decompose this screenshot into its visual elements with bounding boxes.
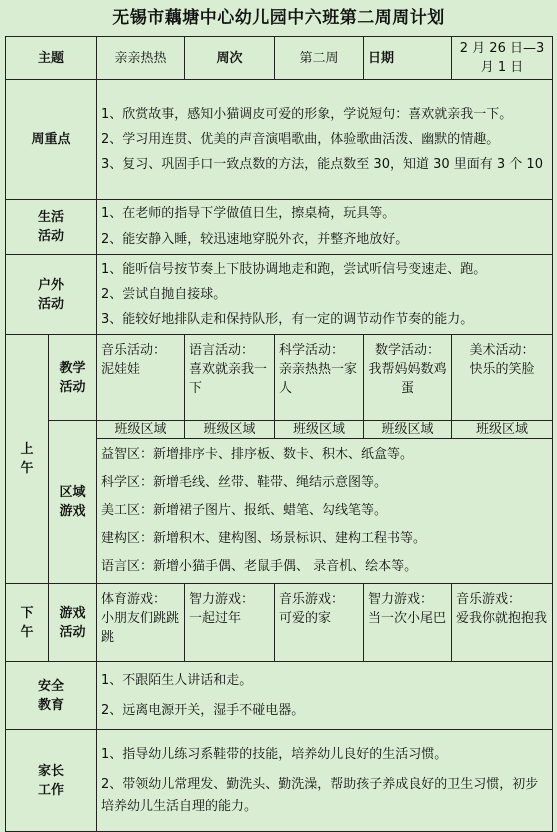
area-header-cell: 班级区域 — [275, 421, 364, 439]
teaching-activity-cell: 音乐活动： 泥娃娃 — [97, 335, 185, 421]
area-item: 语言区：新增小猫手偶、老鼠手偶、 录音机、绘本等。 — [101, 559, 418, 574]
area-item: 美工区：新增裙子图片、报纸、蜡笔、勾线笔等。 — [101, 503, 388, 518]
safety-education-content — [97, 662, 553, 730]
week-label: 周次 — [185, 37, 275, 80]
safety-education-label: 安全 教育 — [6, 662, 97, 730]
parent-item: 1、指导幼儿练习系鞋带的技能，培养幼儿良好的生活习惯。 — [101, 746, 448, 762]
theme-value: 亲亲热热 — [97, 37, 185, 80]
teaching-activities-label: 教学 活动 — [49, 335, 97, 421]
area-header-cell: 班级区域 — [97, 421, 185, 439]
theme-label: 主题 — [6, 37, 97, 80]
area-header-row — [6, 421, 553, 439]
week-value: 第二周 — [275, 37, 364, 80]
parent-item: 2、带领幼儿常理发、勤洗头、勤洗澡，帮助孩子养成良好的卫生习惯，初步培养幼儿生活自理的能力。 — [101, 776, 539, 814]
date-value: 2 月 26 日—3 月 1 日 — [452, 37, 553, 80]
outdoor-activities-label: 户外 活动 — [6, 255, 97, 335]
afternoon-game-cell: 音乐游戏： 可爱的家 — [275, 584, 364, 662]
area-header-cell: 班级区域 — [452, 421, 553, 439]
afternoon-game-cell: 智力游戏： 当一次小尾巴 — [364, 584, 452, 662]
afternoon-game-cell: 智力游戏： 一起过年 — [185, 584, 275, 662]
morning-label: 上 午 — [6, 335, 49, 584]
area-header-cell: 班级区域 — [185, 421, 275, 439]
outdoor-item: 1、能听信号按节奏上下肢协调地走和跑，尝试听信号变速走、跑。 — [101, 261, 487, 277]
parent-work-content — [97, 730, 553, 832]
games-activities-label: 游戏 活动 — [49, 584, 97, 662]
weekly-focus-content — [97, 80, 553, 200]
life-item: 1、在老师的指导下学做值日生，擦桌椅，玩具等。 — [101, 206, 396, 221]
teaching-activity-cell: 语言活动： 喜欢就亲我一下 — [185, 335, 275, 421]
weekly-plan-table — [5, 36, 553, 832]
area-item: 科学区：新增毛线、丝带、鞋带、绳结示意图等。 — [101, 475, 388, 490]
weekly-focus-item: 2、学习用连贯、优美的声音演唱歌曲，体验歌曲活泼、幽默的情趣。 — [101, 131, 500, 147]
life-activities-row — [6, 200, 553, 255]
teaching-activity-cell: 科学活动： 亲亲热热一家人 — [275, 335, 364, 421]
teaching-activity-cell: 美术活动： 快乐的笑脸 — [452, 335, 553, 421]
safety-education-row — [6, 662, 553, 730]
outdoor-item: 3、能较好地排队走和保持队形，有一定的调节动作节奏的能力。 — [101, 311, 474, 327]
outdoor-item: 2、尝试自抛自接球。 — [101, 286, 227, 302]
afternoon-game-cell: 体育游戏： 小朋友们跳跳跳 — [97, 584, 185, 662]
life-item: 2、能安静入睡，较迅速地穿脱外衣，并整齐地放好。 — [101, 232, 409, 247]
weekly-focus-item: 1、欣赏故事，感知小猫调皮可爱的形象，学说短句：喜欢就亲我一下。 — [101, 106, 513, 122]
weekly-focus-row — [6, 80, 553, 200]
safety-item: 1、不跟陌生人讲话和走。 — [101, 672, 253, 688]
outdoor-activities-row — [6, 255, 553, 335]
area-details-content — [97, 439, 553, 584]
life-activities-label: 生活 活动 — [6, 200, 97, 255]
safety-item: 2、远离电源开关，湿手不碰电器。 — [101, 702, 305, 718]
page-title: 无锡市藕塘中心幼儿园中六班第二周周计划 — [112, 8, 445, 28]
weekly-focus-label: 周重点 — [6, 80, 97, 200]
area-header-cell: 班级区域 — [364, 421, 452, 439]
parent-work-label: 家长 工作 — [6, 730, 97, 832]
area-item: 益智区：新增排序卡、排序板、数卡、积木、纸盒等。 — [101, 447, 414, 462]
teaching-activities-row — [6, 335, 553, 421]
life-activities-content — [97, 200, 553, 255]
header-row — [6, 37, 553, 80]
outdoor-activities-content — [97, 255, 553, 335]
weekly-focus-item: 3、复习、巩固手口一致点数的方法，能点数至 30，知道 30 里面有 3 个 10 — [101, 156, 543, 172]
area-games-label: 区域 游戏 — [49, 421, 97, 584]
afternoon-game-cell: 音乐游戏： 爱我你就抱抱我 — [452, 584, 553, 662]
teaching-activity-cell: 数学活动： 我帮妈妈数鸡蛋 — [364, 335, 452, 421]
afternoon-label: 下 午 — [6, 584, 49, 662]
date-label: 日期 — [364, 37, 452, 80]
parent-work-row — [6, 730, 553, 832]
area-item: 建构区：新增积木、建构图、场景标识、建构工程书等。 — [101, 531, 427, 546]
afternoon-games-row — [6, 584, 553, 662]
